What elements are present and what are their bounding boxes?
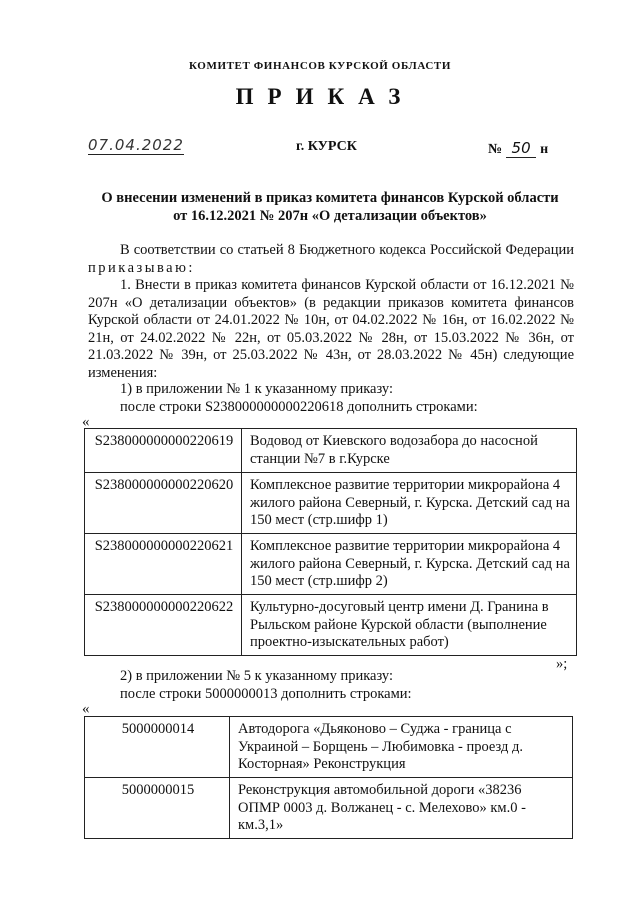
row-name: Водовод от Киевского водозабора до насосной станции №7 в г.Курске — [242, 429, 577, 473]
row-name: Комплексное развитие территории микрорайона 4 жилого района Северный, г. Курска. Детский сад на 150 мест (стр.шифр 2) — [242, 534, 577, 595]
row-code: S238000000000220620 — [85, 473, 242, 534]
order-city: г. КУРСК — [296, 139, 357, 154]
table-row — [85, 429, 577, 473]
table-row — [85, 778, 573, 839]
table-row — [85, 595, 577, 656]
section-2-after: после строки 5000000013 дополнить строками: — [120, 686, 412, 702]
organization-name: КОМИТЕТ ФИНАНСОВ КУРСКОЙ ОБЛАСТИ — [189, 60, 451, 72]
order-number — [488, 139, 548, 158]
row-code: S238000000000220619 — [85, 429, 242, 473]
order-number-prefix: № — [488, 142, 503, 157]
row-code: 5000000015 — [85, 778, 230, 839]
subject-line-2: от 16.12.2021 № 207н «О детализации объектов» — [173, 208, 487, 224]
subject-line-1: О внесении изменений в приказ комитета финансов Курской области — [101, 190, 559, 206]
order-date — [88, 136, 184, 154]
section-1-heading: 1) в приложении № 1 к указанному приказу: — [120, 381, 394, 397]
row-name: Автодорога «Дьяконово – Суджа - граница с Украиной – Борщень – Любимовка - проезд д. Косторная» Реконструкция — [230, 717, 573, 778]
section-1-open-quote: « — [82, 414, 90, 430]
table-row — [85, 534, 577, 595]
table-row — [85, 473, 577, 534]
section-2-open-quote: « — [82, 701, 90, 717]
document-title: ПРИКАЗ — [235, 84, 415, 109]
order-date-value: 07.04.2022 — [88, 136, 184, 154]
section-2-table — [84, 716, 573, 839]
section-1-table — [84, 428, 577, 656]
order-number-suffix: н — [540, 142, 549, 157]
row-code: 5000000014 — [85, 717, 230, 778]
intro-paragraph — [88, 242, 574, 277]
row-name: Культурно-досуговый центр имени Д. Гранина в Рыльском районе Курской области (выполнение проектно-изыскательных работ) — [242, 595, 577, 656]
intro-orders: приказываю: — [88, 259, 195, 276]
intro-text: В соответствии со статьей 8 Бюджетного кодекса Российской Федерации — [120, 242, 574, 258]
row-code: S238000000000220622 — [85, 595, 242, 656]
order-subject — [80, 189, 580, 225]
order-number-value: 50 — [506, 139, 536, 158]
row-name: Комплексное развитие территории микрорайона 4 жилого района Северный, г. Курска. Детский сад на 150 мест (стр.шифр 1) — [242, 473, 577, 534]
row-name: Реконструкция автомобильной дороги «38236 ОПМР 0003 д. Волжанец - с. Мелехово» км.0 - км.3,1» — [230, 778, 573, 839]
section-2-heading: 2) в приложении № 5 к указанному приказу: — [120, 668, 394, 684]
table-row — [85, 717, 573, 778]
point-1-paragraph: 1. Внести в приказ комитета финансов Курской области от 16.12.2021 № 207н «О детализации объектов» (в редакции приказов комитета финансов Курской области от 24.01.2022 № 10н, от 04.02.2022 № 16н, от 16.02.2022 № 21н, от 24.02.2022 № 22н, от 05.03.2022 № 28н, от 15.03.2022 № 36н, от 21.03.2022 № 39н, от 25.03.2022 № 43н, от 28.03.2022 № 45н) следующие изменения: — [88, 277, 574, 381]
row-code: S238000000000220621 — [85, 534, 242, 595]
section-1-after: после строки S238000000000220618 дополнить строками: — [120, 399, 478, 415]
section-1-close-quote: »; — [556, 656, 568, 672]
